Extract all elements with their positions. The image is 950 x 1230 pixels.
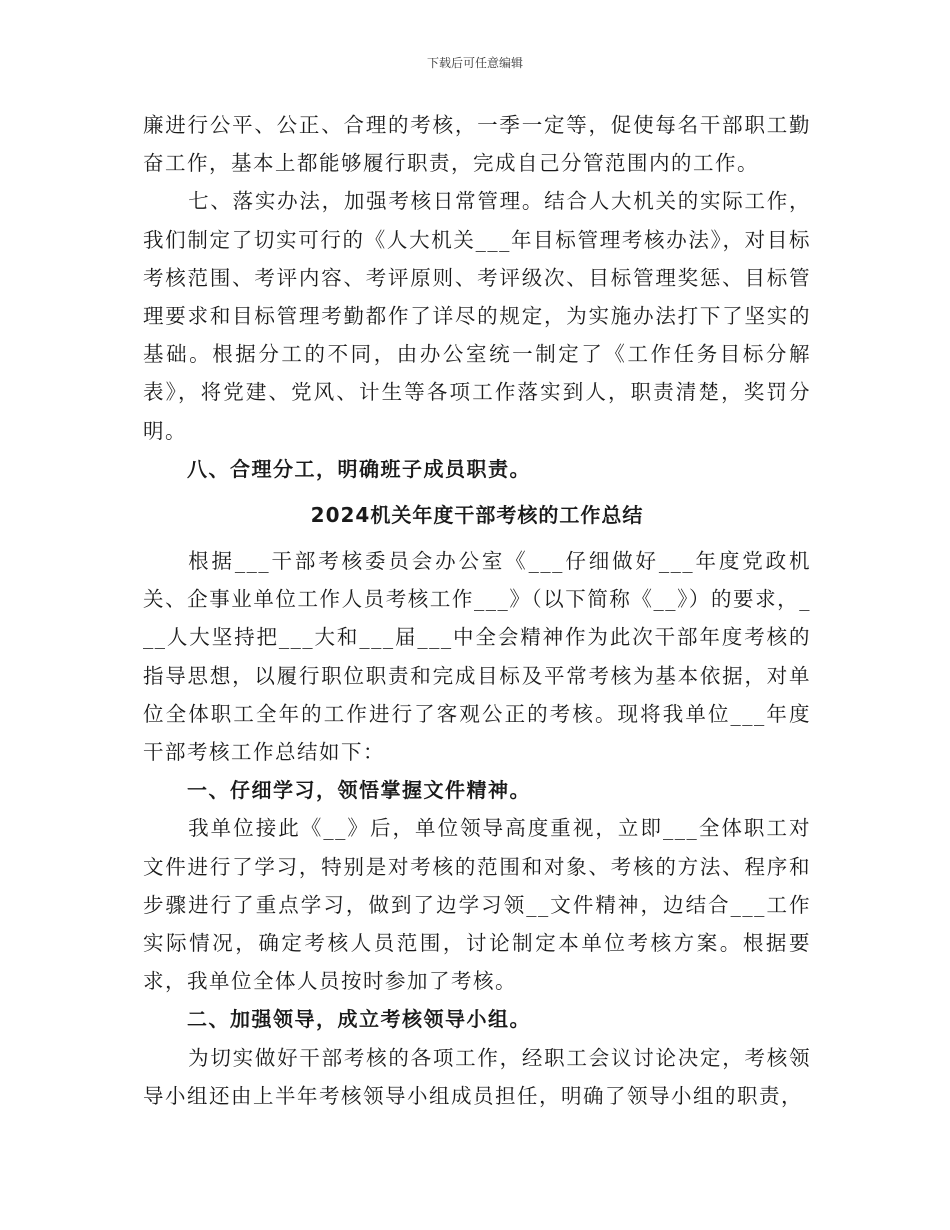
document-body — [143, 106, 811, 1115]
document-title: 2024机关年度干部考核的工作总结 — [310, 503, 644, 528]
paragraph-1: 廉进行公平、公正、合理的考核，一季一定等，促使每名干部职工勤奋工作，基本上都能够履行职责，完成自己分管范围内的工作。 — [143, 113, 811, 176]
paragraph-5: 为切实做好干部考核的各项工作，经职工会议讨论决定，考核领导小组还由上半年考核领导小组成员担任，明确了领导小组的职责， — [143, 1045, 811, 1108]
paragraph-4: 我单位接此《__》后，单位领导高度重视，立即___全体职工对文件进行了学习，特别是对考核的范围和对象、考核的方法、程序和步骤进行了重点学习，做到了边学习领__文件精神，边结合___工作实际情况，确定考核人员范围，讨论制定本单位考核方案。根据要求，我单位全体人员按时参加了考核。 — [143, 816, 811, 994]
paragraph-2: 七、落实办法，加强考核日常管理。结合人大机关的实际工作，我们制定了切实可行的《人大机关___年目标管理考核办法》，对目标考核范围、考评内容、考评原则、考评级次、目标管理奖惩、目标管理要求和目标管理考勤都作了详尽的规定，为实施办法打下了坚实的基础。根据分工的不同，由办公室统一制定了《工作任务目标分解表》，将党建、党风、计生等各项工作落实到人，职责清楚，奖罚分明。 — [143, 189, 811, 443]
section-heading-8: 八、合理分工，明确班子成员职责。 — [187, 456, 531, 481]
paragraph-3: 根据___干部考核委员会办公室《___仔细做好___年度党政机关、企事业单位工作人员考核工作___》（以下简称《__》）的要求，___人大坚持把___大和___届___中全会精神作为此次干部年度考核的指导思想，以履行职位职责和完成目标及平常考核为基本依据，对单位全体职工全年的工作进行了客观公正的考核。现将我单位___年度干部考核工作总结如下： — [143, 549, 811, 765]
section-heading-2: 二、加强领导，成立考核领导小组。 — [187, 1007, 531, 1032]
page-header: 下载后可任意编辑 — [426, 56, 523, 70]
section-heading-1: 一、仔细学习，领悟掌握文件精神。 — [187, 778, 531, 803]
